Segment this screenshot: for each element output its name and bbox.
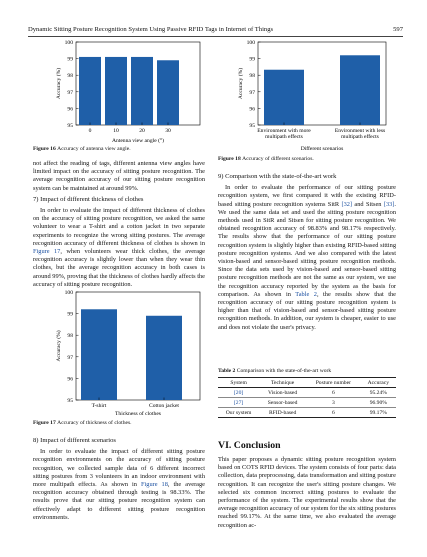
figure-18-caption-text: Accuracy of different scenarios. — [242, 156, 314, 162]
paragraph-text: , the average recognition accuracy obtained through testing is 98.33%. The results prove that our sitting posture recognition system can effectively adapt to different sitting posture recognition environments. — [33, 481, 205, 521]
y-tick-label: 97 — [249, 89, 255, 96]
paragraph-antenna-angle: not affect the reading of tags, different antenna view angles have limited impact on the accuracy of sitting posture recognition. The average recognition accuracy of our sitting posture recognition system can be maintained at around 99%. — [33, 160, 205, 192]
table-2-label: Table 2 — [218, 368, 236, 374]
figure-17-chart — [28, 286, 218, 418]
x-tick-label: 10 — [113, 128, 119, 134]
y-tick-label: 100 — [246, 40, 255, 46]
table-2-link[interactable]: Table 2 — [295, 290, 317, 298]
y-tick-label: 100 — [64, 290, 73, 296]
x-axis-label: Different scenarios — [300, 146, 344, 152]
table-row — [218, 388, 396, 398]
y-tick-label: 98 — [67, 73, 73, 80]
table-cell-ref-link[interactable]: [27] — [233, 399, 244, 406]
x-tick-label: 0 — [88, 128, 92, 134]
subsection-scenarios: 8) Impact of different scenarios — [33, 437, 116, 444]
x-tick-label: 20 — [139, 128, 145, 134]
paragraph-comparison — [218, 184, 396, 332]
paragraph-text: and Sitsen — [352, 200, 384, 208]
table-2-caption — [218, 368, 331, 374]
y-axis-label: Accuracy (%) — [56, 67, 62, 100]
y-axis-label: Accuracy (%) — [56, 330, 62, 362]
running-header-title: Dynamic Sitting Posture Recognition System Using Passive RFID Tags in Internet of Things — [28, 26, 274, 33]
table-cell: Our system — [225, 409, 252, 416]
subsection-clothes-thickness: 7) Impact of different thickness of clothes — [33, 195, 144, 203]
y-tick-label: 95 — [67, 398, 73, 404]
bar — [105, 57, 127, 125]
figure-16-chart — [28, 38, 218, 144]
y-tick-label: 97 — [67, 354, 73, 361]
reference-32-link[interactable]: [32] — [341, 200, 353, 208]
paragraph-conclusion: This paper proposes a dynamic sitting posture recognition system based on COTS RFID devices. The system consists of four parts: data collection, data preprocessing, data transformation and sitting posture recognition. It can recognize the user's sitting posture changes. We selected six common incorrect sitting postures to evaluate the performance of the system. The experimental results show that the average recognition accuracy of our system for the six sitting postures reached 99.17%. At the same time, we also evaluated the average recognition ac- — [218, 456, 396, 529]
y-tick-label: 100 — [64, 40, 73, 46]
x-tick-label: Environment with less — [334, 128, 386, 134]
figure-18-label: Figure 18 — [218, 156, 241, 162]
y-tick-label: 96 — [67, 376, 73, 383]
x-axis-label: Antenna view angle (°) — [111, 138, 165, 144]
left-column-top — [33, 160, 205, 292]
table-header-cell: Technique — [271, 379, 295, 386]
header-rule — [28, 36, 403, 37]
paragraph-text: . We used the same data set and used the sitting posture recognition methods used in SitR and Sitsen for sitting posture recognition. We obtained recognition accuracy of 98.83% and 98.17% respectively. The results show that the performance of our sitting posture recognition system is slightly higher than existing RFID-based sitting posture recognition systems. And we also compared with the latest vision-based and sensor-based sitting posture recognition methods. Since the data sets used by vision-based and sensor-based sitting posture recognition methods are not the same as our system, we use the recognition accuracy reported by the system as the basis for comparison. As shown in — [218, 200, 396, 298]
figure-18-caption — [218, 156, 314, 162]
table-2-title: Comparison with the state-of-the-art work — [236, 368, 332, 374]
bar — [81, 309, 117, 400]
y-tick-label: 99 — [67, 311, 73, 318]
table-cell: 6 — [331, 389, 335, 396]
reference-33-link[interactable]: [33] — [383, 200, 395, 208]
x-tick-label: 30 — [165, 128, 171, 134]
table-cell: RFID-based — [268, 409, 297, 416]
figure-17-label: Figure 17 — [33, 420, 56, 426]
figure-17-caption-text: Accuracy of thickness of clothes. — [57, 420, 132, 426]
right-column-conclusion — [218, 456, 396, 533]
left-column-bottom — [33, 434, 205, 525]
y-tick-label: 98 — [67, 333, 73, 340]
table-cell: Sensor-based — [267, 399, 298, 406]
paragraph-clothes-thickness — [33, 207, 205, 289]
y-tick-label: 97 — [67, 89, 73, 96]
table-cell-ref-link[interactable]: [20] — [233, 389, 244, 396]
table-cell: Vision-based — [268, 389, 298, 396]
figure-16-caption — [33, 146, 131, 152]
subsection-comparison: 9) Comparison with the state-of-the-art work — [218, 173, 337, 180]
table-header-cell: Posture number — [315, 379, 351, 386]
y-tick-label: 99 — [249, 56, 255, 63]
figure-16-label: Figure 16 — [33, 146, 56, 152]
bar — [79, 57, 101, 125]
table-header-cell: System — [230, 379, 247, 386]
bar — [340, 55, 380, 125]
bar — [157, 60, 179, 125]
figure-17-caption — [33, 420, 132, 426]
table-header-row — [218, 378, 396, 388]
figure-18-link[interactable]: Figure 18 — [140, 481, 168, 489]
table-row — [218, 398, 396, 408]
right-column-top — [218, 170, 396, 335]
paragraph-scenarios — [33, 448, 205, 522]
bar — [131, 57, 153, 125]
y-tick-label: 99 — [67, 56, 73, 63]
table-cell: 99.17% — [369, 409, 387, 416]
bar — [264, 70, 304, 125]
paragraph-text: , the results show that the recognition accuracy of our sitting posture recognition system is higher than that of vision-based and sensor-based sitting posture recognition methods. In addition, our system is cheaper, easier to use and does not violate the user's privacy. — [218, 290, 396, 331]
table-header-cell: Accuracy — [367, 379, 390, 386]
y-tick-label: 98 — [249, 73, 255, 80]
x-tick-label: Cotton jacket — [149, 403, 179, 409]
paragraph-text: , when volunteers wear thick clothes, the average recognition accuracy is slightly lower than when they wear thin clothes, but the average recognition accuracy in both cases is around 99%, proving that the thickness of clothes hardly affects the accuracy of sitting posture recognition. — [33, 248, 205, 288]
section-heading-conclusion: VI. Conclusion — [218, 440, 281, 451]
table-cell: 3 — [331, 399, 335, 406]
x-tick-label: multipath effects — [341, 134, 379, 141]
x-axis-label: Thickness of clothes — [115, 411, 161, 417]
bar — [146, 316, 182, 400]
paragraph-text: In order to evaluate the performance of our sitting posture recognition system, we first compared it with the existing RFID-based sitting posture recognition systems SitR — [218, 184, 396, 208]
y-tick-label: 95 — [67, 123, 73, 129]
paragraph-text: In order to evaluate the impact of different sitting posture recognition environments on the accuracy of sitting posture recognition, we collected sample data of 6 different incorrect sitting postures from 3 volunteers in an indoor environment with more multipath effects. As shown in — [33, 448, 205, 489]
x-tick-label: Environment with more — [257, 128, 311, 134]
table-cell: 6 — [331, 409, 335, 416]
figure-18-chart — [218, 38, 410, 154]
x-tick-label: multipath effects — [265, 134, 303, 141]
y-axis-label: Accuracy (%) — [238, 67, 244, 100]
table-row — [218, 408, 396, 418]
table-cell: 96.90% — [369, 399, 387, 406]
table-cell: 95.24% — [369, 389, 387, 396]
table-2 — [218, 377, 396, 418]
x-tick-label: T-shirt — [91, 403, 107, 409]
paragraph-text: In order to evaluate the impact of different thickness of clothes on the accuracy of sitting posture recognition, we asked the same volunteer to wear a T-shirt and a cotton jacket in two separate experiments to recognize the wrong sitting postures. The average recognition accuracy of different thickness of clothes is shown in — [33, 207, 205, 247]
figure-16-caption-text: Accuracy of antenna view angle. — [57, 146, 131, 152]
figure-17-link[interactable]: Figure 17 — [33, 248, 61, 256]
y-tick-label: 96 — [249, 106, 255, 113]
y-tick-label: 95 — [249, 123, 255, 129]
page-number: 597 — [393, 26, 403, 33]
y-tick-label: 96 — [67, 106, 73, 113]
